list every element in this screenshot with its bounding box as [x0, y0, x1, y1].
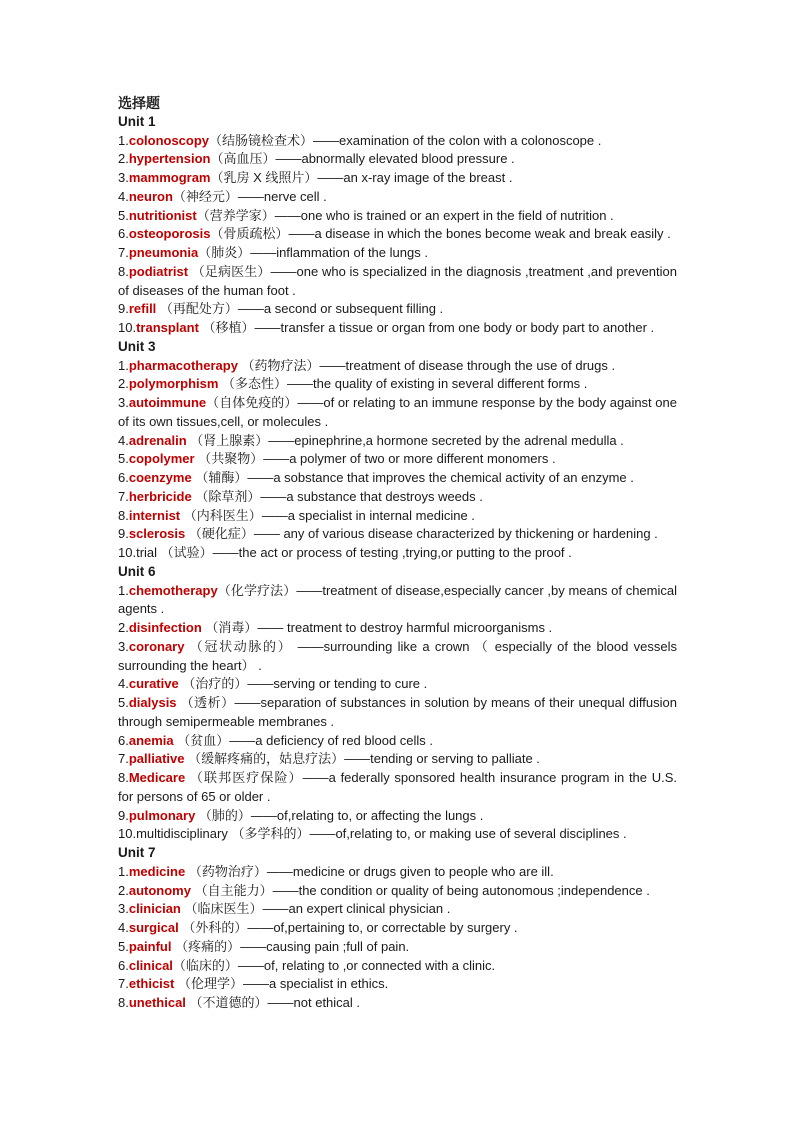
entry-term: trial [136, 545, 158, 560]
vocab-entry [118, 225, 677, 244]
entry-text: （临床的）——of, relating to ,or connected with a clinic. [172, 957, 496, 973]
vocab-entry [118, 938, 677, 957]
entry-text: （骨质疏松）——a disease in which the bones become weak and break easily . [210, 226, 671, 242]
entry-text: （肾上腺素）——epinephrine,a hormone secreted by the adrenal medulla . [186, 432, 624, 448]
vocab-entry [118, 919, 677, 938]
entry-number: 1. [118, 357, 129, 373]
vocab-entry [118, 638, 677, 676]
entry-number: 7. [118, 488, 129, 504]
entry-term: surgical [128, 920, 179, 935]
entry-text: （联邦医疗保险）——a federally sponsored health insurance program in the U.S. for persons of 65 or older . [118, 770, 677, 804]
entry-number: 2. [118, 376, 129, 392]
entry-number: 7. [118, 245, 129, 260]
entry-text: （多态性）——the quality of existing in several different forms . [218, 376, 588, 392]
vocab-entry [118, 150, 677, 169]
vocab-entry [118, 675, 677, 694]
entry-text: （足病医生）——one who is specialized in the diagnosis ,treatment ,and prevention of diseases of the human foot . [118, 263, 677, 298]
entry-term: painful [128, 938, 172, 954]
vocab-entry [118, 525, 677, 544]
unit-heading-unit-7: Unit 7 [118, 845, 156, 860]
entry-term: Medicare [128, 770, 186, 785]
vocab-entry [118, 263, 677, 301]
vocab-entry [118, 900, 677, 919]
vocab-entry [118, 769, 677, 807]
entry-text: （自体免疫的）——of or relating to an immune response by the body against one of its own tissues,cell, or molecules . [118, 395, 677, 429]
entry-text: （不道德的）——not ethical . [185, 995, 361, 1010]
entry-text: （移植）——transfer a tissue or organ from one body or body part to another . [198, 320, 655, 335]
entry-number: 10. [118, 320, 137, 335]
entry-term: mammogram [128, 170, 211, 185]
entry-number: 2. [118, 882, 129, 898]
entry-term: coenzyme [128, 470, 192, 485]
vocab-entry [118, 807, 677, 826]
entry-number: 4. [118, 432, 129, 448]
entry-text: （肺炎）——inflammation of the lungs . [198, 245, 428, 260]
vocab-entry [118, 750, 677, 769]
entry-text: （再配处方）——a second or subsequent filling . [156, 301, 444, 317]
vocab-entry [118, 732, 677, 751]
entry-text: （共聚物）——a polymer of two or more different monomers . [194, 451, 556, 467]
entry-number: 7. [118, 751, 129, 767]
entry-term: polymorphism [128, 376, 219, 392]
entry-number: 9. [118, 301, 129, 317]
entry-term: dialysis [128, 695, 177, 710]
entry-term: herbricide [128, 488, 192, 504]
entry-text: （内科医生）——a specialist in internal medicine . [180, 507, 475, 523]
entry-number: 1. [118, 863, 129, 879]
vocab-entry [118, 188, 677, 207]
entry-number: 5. [118, 207, 129, 223]
entry-number: 3. [118, 395, 129, 410]
entry-text: （临床医生）——an expert clinical physician . [180, 901, 451, 917]
vocab-entry [118, 244, 677, 263]
entry-text: （冠状动脉的） ——surrounding like a crown （ especially of the blood vessels surrounding the heart） . [118, 638, 677, 673]
entry-number: 6. [118, 732, 129, 748]
vocab-entry [118, 375, 677, 394]
entry-number: 1. [118, 582, 129, 598]
vocab-entry [118, 394, 677, 432]
entry-text: （结肠镜检查术）——examination of the colon with a colonoscope . [209, 132, 602, 148]
entry-text: （透析）——separation of substances in solution by means of their unequal diffusion through semipermeable membranes . [118, 695, 677, 729]
entry-text: （多学科的）——of,relating to, or making use of several disciplines . [227, 826, 627, 842]
vocab-entry [118, 432, 677, 451]
entry-number: 5. [118, 695, 129, 710]
vocab-entry [118, 994, 677, 1013]
entry-text: （消毒）—— treatment to destroy harmful microorganisms . [201, 620, 553, 635]
entry-term: curative [128, 676, 179, 692]
vocab-entry [118, 582, 677, 620]
entry-term: colonoscopy [128, 132, 210, 148]
entry-text: （缓解疼痛的，姑息疗法）——tending or serving to palliate . [184, 751, 540, 767]
vocab-entry [118, 694, 677, 732]
entry-term: pneumonia [128, 245, 199, 260]
entry-term: coronary [128, 638, 185, 654]
entry-term: neuron [128, 188, 173, 204]
entry-term: anemia [128, 732, 174, 748]
vocab-entry [118, 319, 677, 338]
entry-term: ethicist [128, 976, 175, 992]
entry-number: 8. [118, 507, 129, 523]
entry-text: （药物治疗）——medicine or drugs given to people who are ill. [185, 863, 554, 879]
page-title: 选择题 [118, 95, 160, 111]
entry-text: （高血压）——abnormally elevated blood pressure . [210, 151, 515, 167]
vocab-entry [118, 957, 677, 976]
vocab-units-container [118, 113, 677, 1013]
vocab-entry [118, 132, 677, 151]
vocab-entry [118, 207, 677, 226]
entry-term: transplant [136, 320, 199, 335]
vocab-entry [118, 507, 677, 526]
vocab-entry [118, 469, 677, 488]
entry-term: podiatrist [128, 263, 189, 279]
entry-number: 6. [118, 226, 129, 242]
entry-term: internist [128, 507, 181, 523]
entry-number: 5. [118, 451, 129, 467]
entry-text: （伦理学）——a specialist in ethics. [174, 976, 389, 992]
entry-text: （治疗的）——serving or tending to cure . [178, 676, 428, 692]
entry-text: （外科的）——of,pertaining to, or correctable by surgery . [178, 920, 518, 935]
vocab-entry [118, 825, 677, 844]
vocab-entry [118, 488, 677, 507]
entry-number: 9. [118, 807, 129, 823]
vocab-entry [118, 863, 677, 882]
entry-number: 10. [118, 545, 137, 560]
entry-term: unethical [128, 995, 186, 1010]
entry-number: 4. [118, 920, 129, 935]
entry-term: sclerosis [128, 526, 186, 542]
entry-text: （药物疗法）——treatment of disease through the use of drugs . [237, 357, 616, 373]
entry-number: 9. [118, 526, 129, 542]
entry-term: disinfection [128, 620, 202, 635]
entry-term: autonomy [128, 882, 191, 898]
unit-heading-unit-6: Unit 6 [118, 563, 156, 579]
entry-number: 1. [118, 132, 129, 148]
entry-term: clinician [128, 901, 181, 917]
entry-number: 2. [118, 151, 129, 167]
entry-term: copolymer [128, 451, 195, 467]
entry-term: medicine [128, 863, 186, 879]
entry-term: pulmonary [128, 807, 196, 823]
vocab-entry [118, 975, 677, 994]
entry-number: 3. [118, 901, 129, 917]
unit-heading-unit-3: Unit 3 [118, 338, 156, 354]
entry-term: pharmacotherapy [128, 357, 238, 373]
entry-text: （化学疗法）——treatment of disease,especially cancer ,by means of chemical agents . [118, 582, 677, 617]
entry-text: （贫血）——a deficiency of red blood cells . [173, 732, 434, 748]
entry-text: （试验）——the act or process of testing ,trying,or putting to the proof . [157, 545, 572, 560]
entry-number: 6. [118, 957, 129, 973]
entry-number: 8. [118, 770, 129, 785]
entry-term: palliative [128, 751, 185, 767]
unit-heading-unit-1: Unit 1 [118, 113, 156, 129]
entry-number: 4. [118, 676, 129, 692]
entry-text: （硬化症）—— any of various disease characterized by thickening or hardening . [185, 526, 658, 542]
vocab-entry [118, 357, 677, 376]
entry-text: （乳房 X 线照片）——an x-ray image of the breast . [210, 170, 513, 185]
entry-term: chemotherapy [128, 582, 218, 598]
vocab-entry [118, 169, 677, 188]
vocab-entry [118, 450, 677, 469]
entry-text: （肺的）——of,relating to, or affecting the lungs . [195, 807, 484, 823]
entry-term: multidisciplinary [136, 826, 228, 842]
entry-number: 5. [118, 938, 129, 954]
entry-number: 10. [118, 826, 137, 842]
entry-number: 3. [118, 170, 129, 185]
vocab-entry [118, 619, 677, 638]
entry-number: 8. [118, 995, 129, 1010]
entry-number: 3. [118, 638, 129, 654]
entry-text: （疼痛的）——causing pain ;full of pain. [171, 938, 410, 954]
entry-term: hypertension [128, 151, 211, 167]
vocab-entry [118, 544, 677, 563]
entry-text: （营养学家）——one who is trained or an expert in the field of nutrition . [196, 207, 614, 223]
entry-term: clinical [128, 957, 173, 973]
entry-text: （自主能力）——the condition or quality of being autonomous ;independence . [190, 882, 650, 898]
entry-term: nutritionist [128, 207, 197, 223]
entry-text: （除草剂）——a substance that destroys weeds . [191, 488, 483, 504]
entry-number: 8. [118, 263, 129, 279]
entry-term: adrenalin [128, 432, 187, 448]
entry-term: osteoporosis [128, 226, 211, 242]
entry-number: 4. [118, 188, 129, 204]
entry-number: 2. [118, 620, 129, 635]
entry-text: （神经元）——nerve cell . [172, 188, 327, 204]
vocab-entry [118, 300, 677, 319]
vocab-entry [118, 882, 677, 901]
entry-number: 7. [118, 976, 129, 992]
entry-text: （辅酶）——a sobstance that improves the chemical activity of an enzyme . [191, 470, 634, 485]
entry-number: 6. [118, 470, 129, 485]
entry-term: autoimmune [128, 395, 207, 410]
entry-term: refill [128, 301, 157, 317]
